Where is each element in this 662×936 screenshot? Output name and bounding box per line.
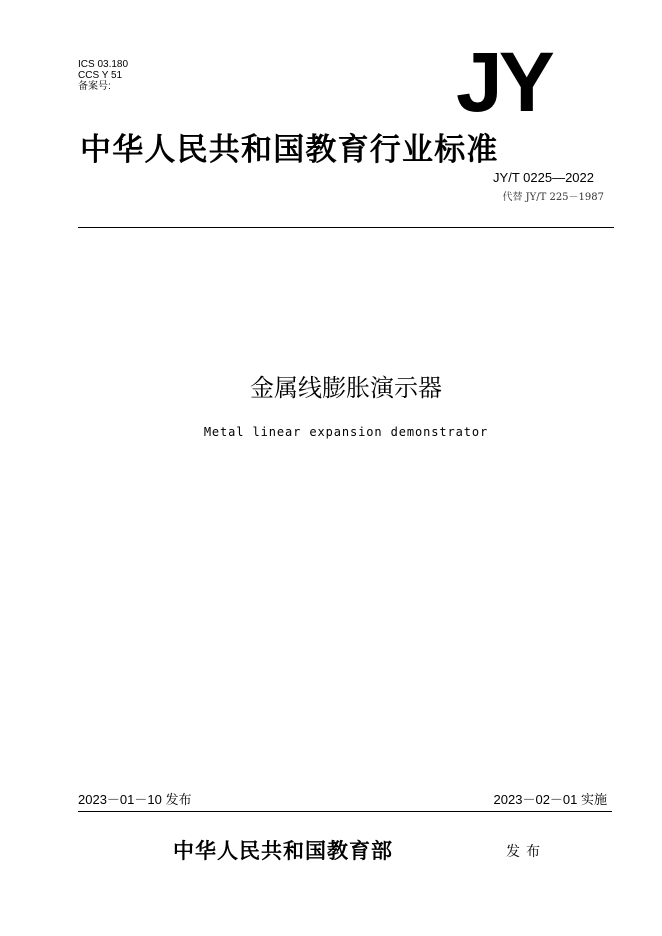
record-number-label: 备案号: xyxy=(78,81,111,92)
issue-label: 发布 xyxy=(506,844,546,860)
classification-block xyxy=(78,59,128,92)
standard-title: 中华人民共和国教育行业标准 xyxy=(80,132,499,168)
standard-code: JY/T 0225—2022 xyxy=(493,170,594,185)
replaces-standard: 代替 JY/T 225－1987 xyxy=(502,192,604,203)
top-divider xyxy=(78,227,614,228)
ics-code: ICS 03.180 xyxy=(78,59,129,70)
issue-date: 2023－01－10 发布 xyxy=(78,792,192,807)
issuing-authority: 中华人民共和国教育部 xyxy=(173,838,393,863)
bottom-divider xyxy=(78,811,612,812)
ccs-code: CCS Y 51 xyxy=(78,70,123,81)
document-title-cn: 金属线膨胀演示器 xyxy=(250,374,442,402)
implementation-date: 2023－02－01 实施 xyxy=(493,792,607,807)
document-title-en: Metal linear expansion demonstrator xyxy=(203,425,489,439)
jy-logo: JY xyxy=(456,35,551,129)
